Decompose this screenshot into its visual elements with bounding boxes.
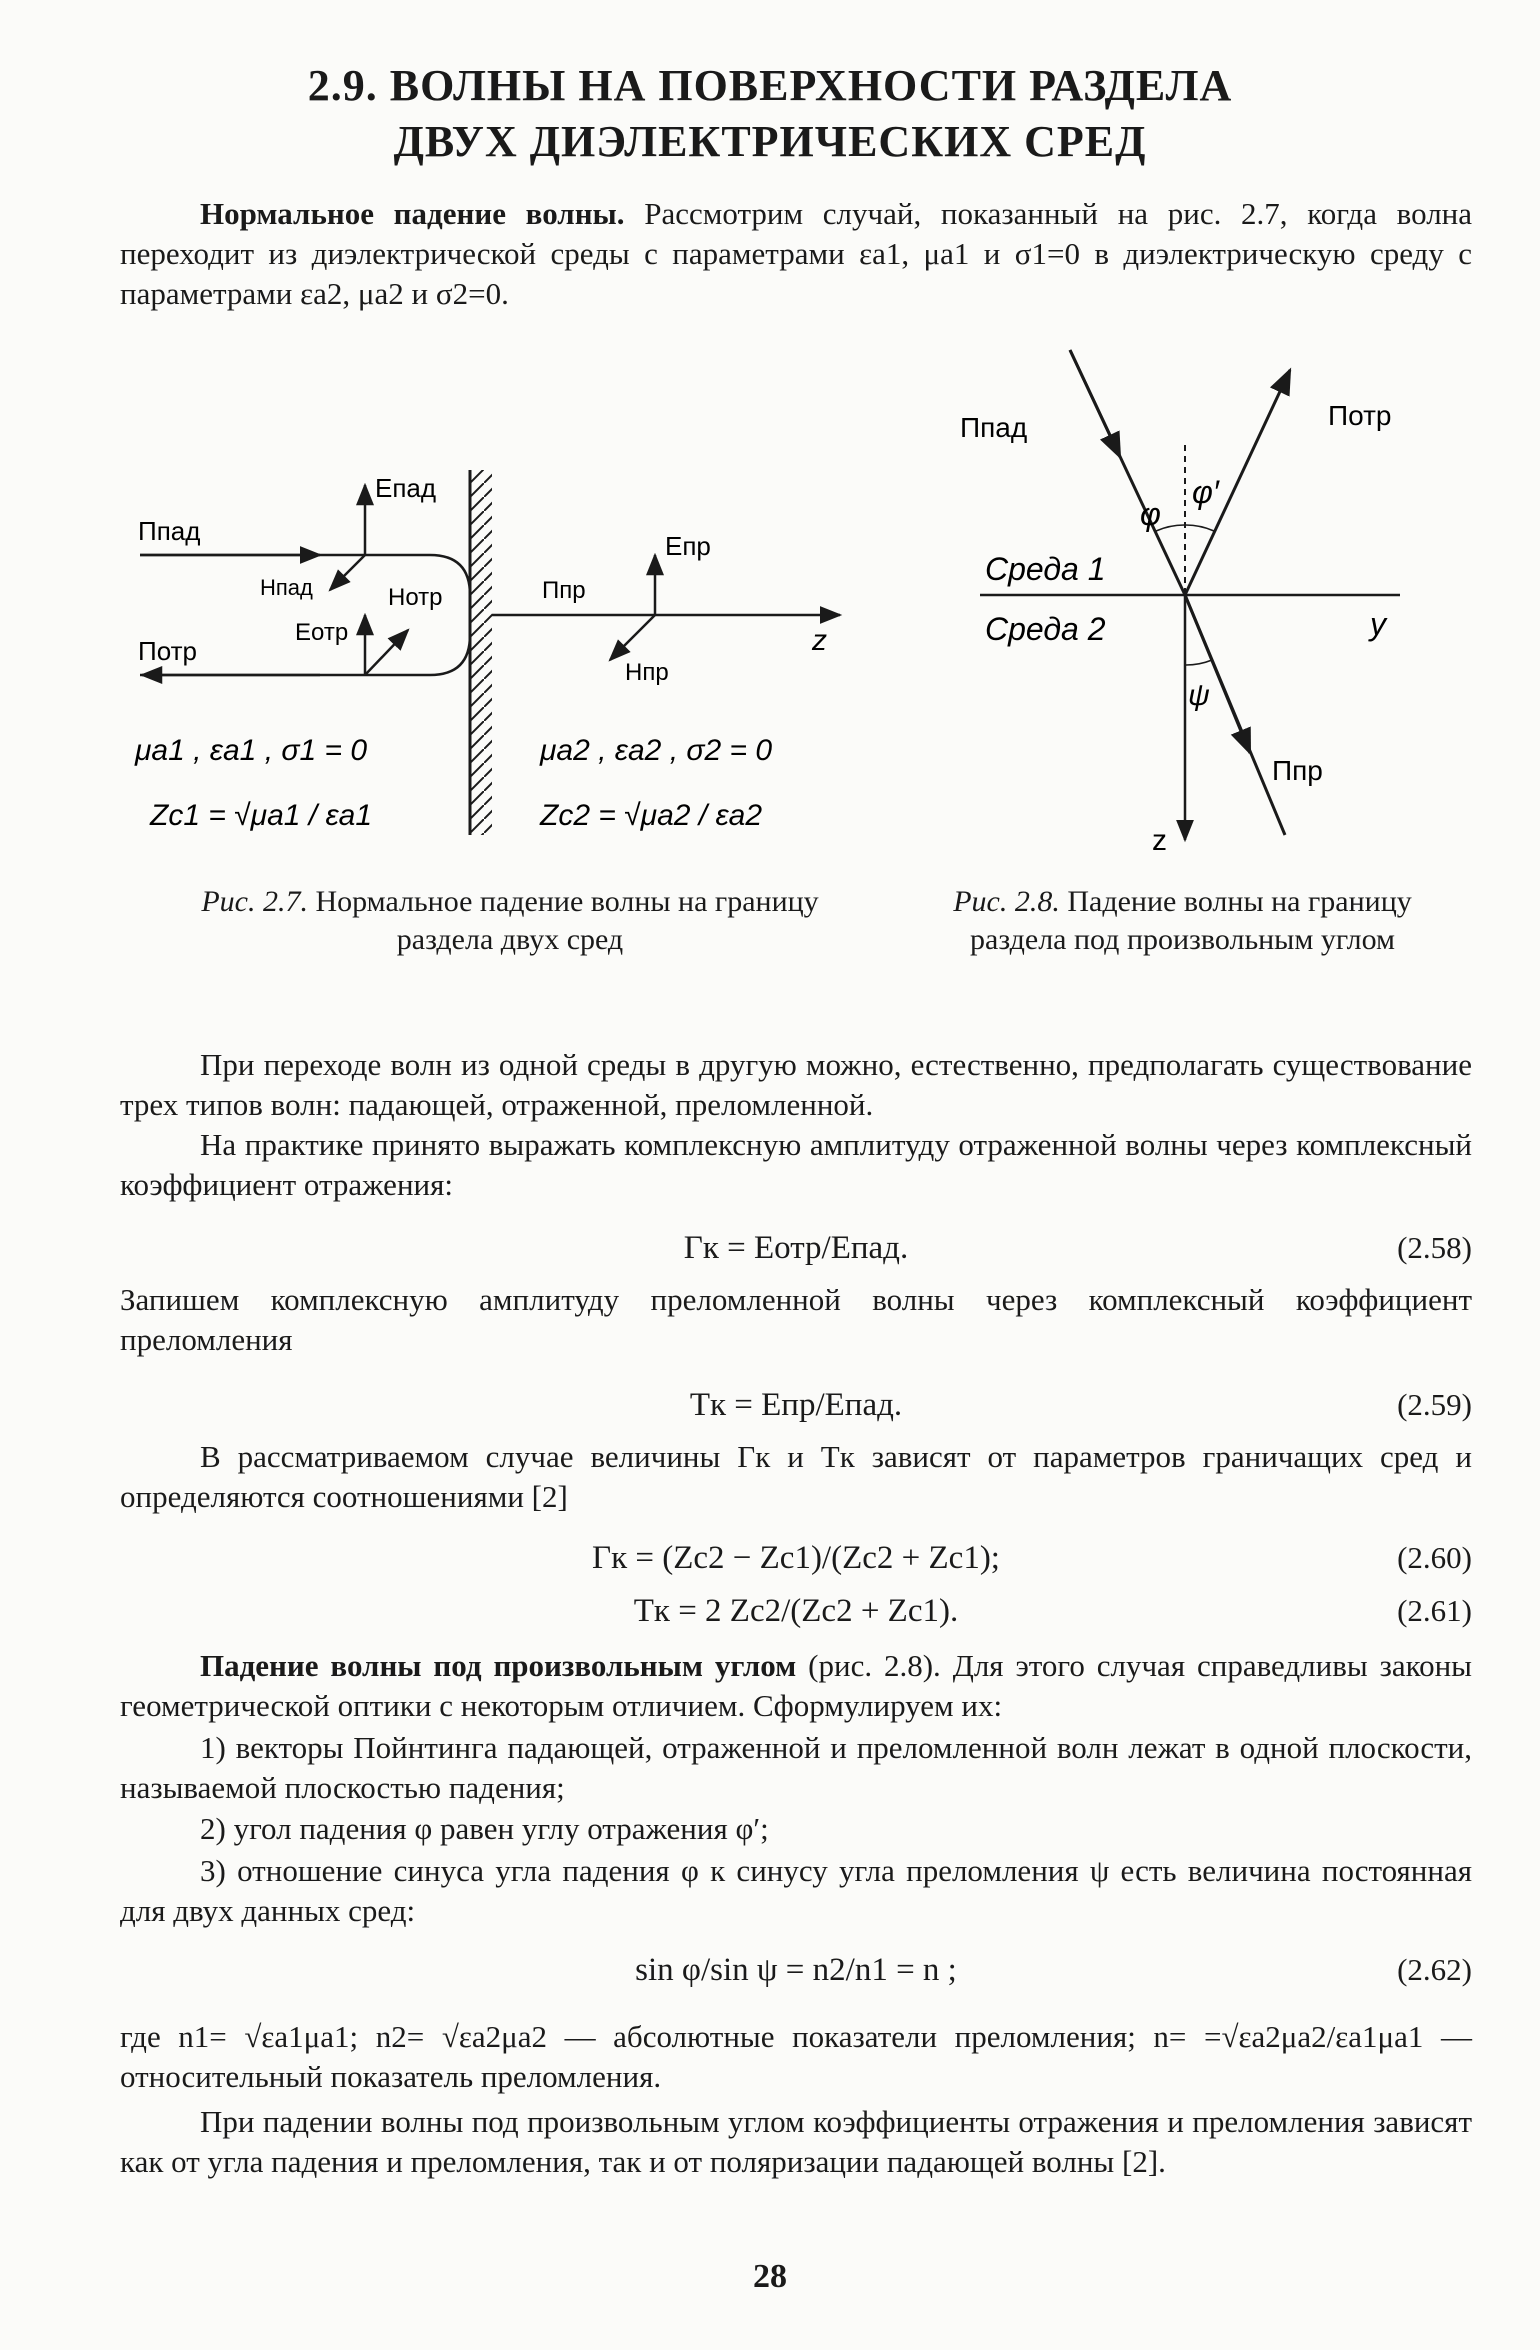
label-p-otr: Потр	[138, 636, 197, 666]
figure-2-7	[120, 455, 860, 875]
equation-number: (2.58)	[1397, 1230, 1472, 1265]
impedance-medium-2: Zc2 = √μa2 / εa2	[540, 799, 763, 832]
label-p-otr: Потр	[1328, 400, 1392, 431]
paragraph-6: 1) векторы Пойнтинга падающей, отраженной и преломленной волн лежат в одной плоскости, называемой плоскостью падения;	[120, 1730, 1472, 1805]
label-p-pad: Ппад	[960, 412, 1028, 443]
p5-lead: Падение волны под произвольным углом	[200, 1648, 797, 1683]
equation-2-61	[120, 1588, 1472, 1634]
figure-2-8	[930, 345, 1450, 865]
boundary-hatching	[470, 470, 492, 835]
label-p-pr: Ппр	[1272, 755, 1323, 786]
impedance-medium-1: Zc1 = √μa1 / εa1	[150, 799, 373, 832]
caption-text-2-8: Падение волны на границу раздела под произвольным углом	[970, 885, 1412, 956]
equation-2-62	[120, 1947, 1472, 1993]
label-psi: ψ	[1188, 679, 1210, 712]
equation-body: Tк = 2 Zc2/(Zc2 + Zc1).	[633, 1593, 959, 1629]
incident-ray-arrow	[1070, 350, 1120, 457]
h-pr-vector	[610, 615, 655, 660]
angle-arc-phi-prime	[1185, 525, 1214, 531]
caption-label-2-7: Рис. 2.7.	[201, 885, 308, 918]
equation-number: (2.59)	[1397, 1387, 1472, 1422]
intro-text: Рассмотрим случай, показанный на рис. 2.7, когда волна переходит из диэлектрической среды с параметрами εa1, μa1 и σ1=0 в диэлектрическую среду с параметрами εa2, μa2 и σ2=0.	[120, 196, 1473, 311]
h-otr-vector	[365, 630, 408, 675]
figure-2-7-caption	[160, 883, 860, 959]
label-e-pad: Eпад	[375, 473, 437, 503]
paragraph-3: Запишем комплексную амплитуду преломленной волны через комплексный коэффициент преломления	[120, 1282, 1472, 1357]
intro-paragraph	[120, 194, 1472, 314]
h-pad-vector	[330, 555, 365, 590]
equation-2-59	[120, 1382, 1472, 1428]
label-p-pr: Ппр	[542, 577, 586, 604]
equation-number: (2.61)	[1397, 1593, 1472, 1628]
equation-body: Гк = Eотр/Eпад.	[683, 1230, 909, 1266]
paragraph-10: При падении волны под произвольным углом коэффициенты отражения и преломления зависят как от угла падения и преломления, так и от поляризации падающей волны [2].	[120, 2104, 1472, 2179]
page-number: 28	[753, 2258, 787, 2295]
label-medium-2: Среда 2	[985, 611, 1106, 647]
equation-number: (2.62)	[1397, 1952, 1472, 1987]
figure-2-8-caption	[935, 883, 1430, 959]
paragraph-7: 2) угол падения φ равен углу отражения φ′;	[200, 1811, 769, 1846]
label-e-pr: Eпр	[665, 531, 711, 561]
equation-2-60	[120, 1535, 1472, 1581]
title-line-1: 2.9. ВОЛНЫ НА ПОВЕРХНОСТИ РАЗДЕЛА	[307, 61, 1233, 110]
label-h-otr: Hотр	[388, 584, 443, 611]
paragraph-8: 3) отношение синуса угла падения φ к синусу угла преломления ψ есть величина постоянная для двух данных сред:	[120, 1853, 1472, 1928]
label-z: z	[812, 624, 827, 657]
paragraph-1: При переходе волн из одной среды в другую можно, естественно, предполагать существование трех типов волн: падающей, отраженной, преломленной.	[120, 1047, 1472, 1122]
equation-2-58	[120, 1225, 1472, 1271]
label-medium-1: Среда 1	[985, 551, 1106, 587]
label-z: z	[1152, 824, 1167, 857]
refracted-ray-arrow	[1185, 595, 1250, 753]
label-y: y	[1370, 606, 1386, 642]
caption-text-2-7: Нормальное падение волны на границу раздела двух сред	[307, 885, 819, 956]
paragraph-4: В рассматриваемом случае величины Гк и Tк зависят от параметров граничащих сред и определяются соотношениями [2]	[120, 1439, 1472, 1514]
equation-number: (2.60)	[1397, 1540, 1472, 1575]
caption-label-2-8: Рис. 2.8.	[953, 885, 1060, 918]
label-phi-prime: φ′	[1192, 474, 1219, 510]
label-p-pad: Ппад	[138, 516, 201, 546]
intro-lead: Нормальное падение волны.	[200, 196, 625, 231]
equation-body: Гк = (Zc2 − Zc1)/(Zc2 + Zc1);	[592, 1540, 1000, 1576]
label-h-pad: Hпад	[260, 575, 313, 600]
paragraph-9: где n1= √εa1μa1; n2= √εa2μa2 — абсолютные показатели преломления; n= =√εa2μa2/εa1μa1 — относительный показатель преломления.	[120, 2019, 1472, 2094]
params-medium-1: μa1 , εa1 , σ1 = 0	[135, 734, 368, 767]
label-phi: φ	[1140, 496, 1161, 532]
angle-arc-psi	[1185, 660, 1212, 665]
section-title	[0, 58, 1540, 170]
label-h-pr: Hпр	[625, 659, 669, 686]
equation-body: Tк = Eпр/Eпад.	[689, 1387, 903, 1423]
title-line-2: ДВУХ ДИЭЛЕКТРИЧЕСКИХ СРЕД	[393, 117, 1147, 166]
paragraph-5	[120, 1646, 1472, 1726]
paragraph-2: На практике принято выражать комплексную амплитуду отраженной волны через комплексный коэффициент отражения:	[120, 1127, 1472, 1202]
label-e-otr: Eотр	[295, 619, 349, 646]
equation-body: sin φ/sin ψ = n2/n1 = n ;	[635, 1952, 957, 1988]
p5-text: (рис. 2.8). Для этого случая справедливы законы геометрической оптики с некоторым отличием. Сформулируем их:	[120, 1648, 1472, 1723]
params-medium-2: μa2 , εa2 , σ2 = 0	[540, 734, 773, 767]
